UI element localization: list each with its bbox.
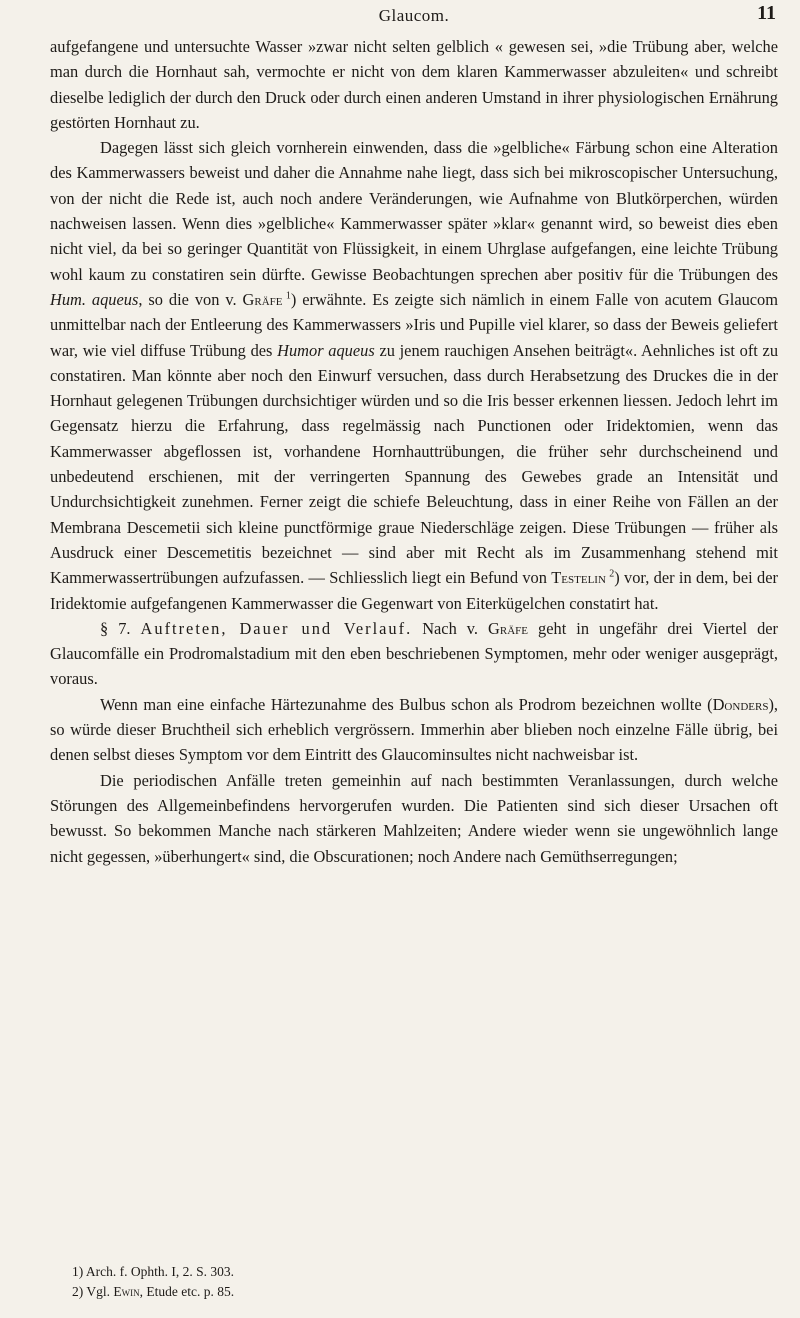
- footnotes: [50, 1262, 778, 1302]
- paragraph-prodrom: [50, 692, 778, 768]
- text-run: ), so würde dieser Bruchtheil sich erheblich vergrössern. Immerhin aber blieben noch einzelne Fälle übrig, bei denen selbst dieses Symptom vor dem Eintritt des Glaucominsultes nicht nachweisbar ist.: [50, 694, 778, 765]
- author-name: Testelin: [551, 568, 606, 588]
- paragraph-text: aufgefangene und untersuchte Wasser »zwar nicht selten gelblich « gewesen sei, »die Trübung aber, welche man durch die Hornhaut sah, vermochte er nicht von dem klaren Kammerwasser abzuleiten« und schreibt dieselbe lediglich der durch den Druck oder durch einen anderen Umstand in ihrer physiologischen Ernährung gestörten Hornhaut zu.: [50, 37, 778, 132]
- footnote-1: [50, 1262, 778, 1282]
- paragraph-continued: [50, 34, 778, 135]
- text-run: geht in ungefähr drei Viertel der Glaucomfälle ein Prodromalstadium mit den eben beschriebenen Symptomen, mehr oder weniger ausgeprägt, voraus.: [50, 618, 778, 689]
- author-name: Donders: [712, 694, 769, 714]
- body-text: [50, 34, 778, 869]
- text-run: ) erwähnte. Es zeigte sich nämlich in einem Falle von acutem Glaucom unmittelbar nach der Entleerung des Kammerwassers »Iris und Pupille viel klarer, so dass der Beweis geliefert war, wie viel diffuse Trübung des: [50, 289, 779, 360]
- text-run: ) vor, der in dem, bei der Iridektomie aufgefangenen Kammerwasser die Gegenwart von Eiterkügelchen constatirt hat.: [50, 568, 778, 613]
- author-name: Ewin: [113, 1284, 140, 1299]
- text-run: Wenn man eine einfache Härtezunahme des Bulbus schon als Prodrom bezeichnen wollte (: [100, 694, 713, 714]
- footnote-number: 1): [72, 1264, 84, 1279]
- text-run: , so die von v.: [138, 289, 243, 309]
- footnote-number: 2): [72, 1284, 84, 1299]
- paragraph-counterargument: [50, 135, 778, 616]
- paragraph-text: Die periodischen Anfälle treten gemeinhin auf nach bestimmten Veranlassungen, durch welche Störungen des Allgemeinbefindens hervorgerufen wurden. Die Patienten sind sich dieser Ursachen oft bewusst. So bekommen Manche nach stärkeren Mahlzeiten; Andere wieder wenn sie ungewöhnlich lange nicht gegessen, »überhungert« sind, die Obscurationen; noch Andere nach Gemüthserregungen;: [50, 770, 778, 866]
- text-run: Dagegen lässt sich gleich vornherein einwenden, dass die »gelbliche« Färbung schon eine Alteration des Kammerwassers beweist und daher die Annahme nahe liegt, dass sich bei mikroscopischer Untersuchung, von der nicht die Rede ist, auch noch andere Veränderungen, wie Aufnahme von Blutkörperchen, würden nachweisen lassen. Wenn dies »gelbliche« Kammerwasser später »klar« genannt wird, so beweist dies eben nicht viel, da bei so geringer Quantität von Flüssigkeit, in einem Uhrglase aufgefangen, eine leichte Trübung wohl kaum zu constatiren sein dürfte. Gewisse Beobachtungen sprechen aber positiv für die Trübungen des: [50, 138, 778, 284]
- author-name: Gräfe: [488, 618, 529, 638]
- footnote-ref: 1: [285, 290, 291, 302]
- latin-term: Humor aqueus: [277, 340, 375, 360]
- footnote-text: Arch. f. Ophth. I, 2. S. 303.: [85, 1264, 235, 1279]
- section-heading: Auftreten, Dauer und Verlauf.: [140, 618, 413, 638]
- author-name: Gräfe: [242, 289, 283, 309]
- footnote-ref: 2: [609, 568, 615, 580]
- page-number: 11: [757, 2, 776, 24]
- text-run: Nach v.: [412, 618, 489, 638]
- latin-term: Hum. aqueus: [50, 289, 139, 309]
- footnote-2: [50, 1282, 778, 1302]
- paragraph-section-7: [50, 616, 778, 692]
- paragraph-periodic-attacks: [50, 768, 778, 869]
- section-number: § 7.: [100, 618, 131, 638]
- text-run: , Etude etc. p. 85.: [139, 1284, 235, 1299]
- text-run: zu jenem rauchigen Ansehen beiträgt«. Aehnliches ist oft zu constatiren. Man könnte aber noch den Einwurf versuchen, dass durch Herabsetzung des Druckes die in der Hornhaut gelegenen Trübungen durchsichtiger würden und so die Iris besser erkennen liessen. Jedoch lehrt im Gegensatz hierzu die Erfahrung, dass regelmässig nach Punctionen oder Iridektomien, wenn das Kammerwasser abgeflossen ist, vorhandene Hornhauttrübungen, die früher sehr durchscheinend und unbedeutend erschienen, mit der verringerten Spannung des Gewebes grade an Intensität und Undurchsichtigkeit zunehmen. Ferner zeigt die schiefe Beleuchtung, dass in einer Reihe von Fällen an der Membrana Descemetii sich kleine punctförmige graue Niederschläge zeigen. Diese Trübungen — früher als Ausdruck einer Descemetitis bezeichnet — sind aber mit Recht als im Zusammenhang stehend mit Kammerwassertrübungen aufzufassen. — Schliesslich liegt ein Befund von: [50, 340, 779, 588]
- running-title: Glaucom.: [378, 6, 450, 25]
- text-run: Vgl.: [86, 1284, 114, 1299]
- running-header: [50, 0, 778, 28]
